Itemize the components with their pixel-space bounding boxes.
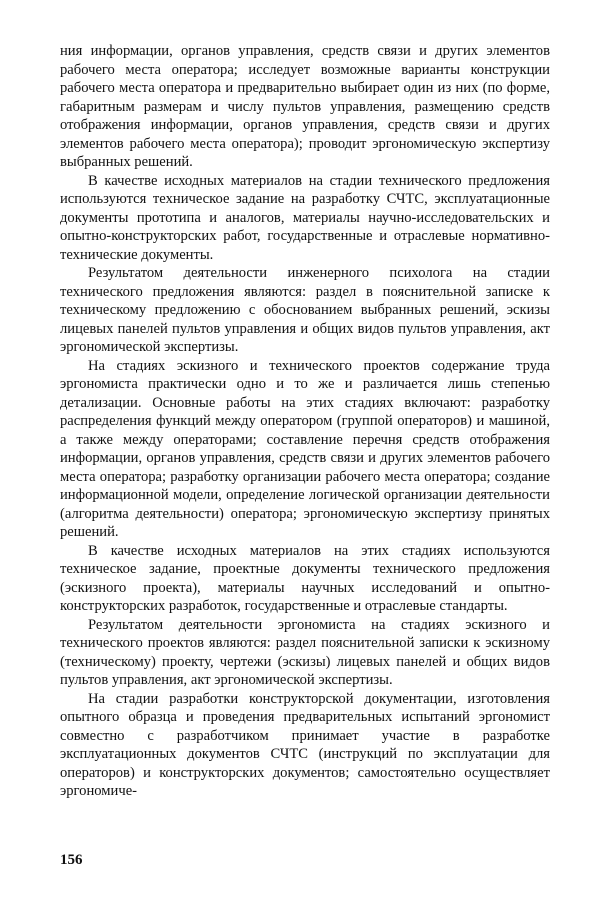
page-body [60, 42, 550, 801]
paragraph-continuation: ния информации, органов управления, средств связи и других элементов рабочего места оператора; исследует возможные варианты конструкции рабочего места оператора и предварительно выбирает один из них (по форме, габаритным размерам и числу пультов управления, размещению средств отображения информации, органов управления, средств связи и других элементов рабочего места оператора); проводит эргономическую экспертизу выбранных решений. [60, 43, 550, 170]
paragraph: Результатом деятельности эргономиста на стадиях эскизного и технического проектов являются: раздел пояснительной записки к эскизному (техническому) проекту, чертежи (эскизы) лицевых панелей и общих видов пультов управления, акт эргономической экспертизы. [60, 616, 550, 688]
paragraph: В качестве исходных материалов на этих стадиях используются техническое задание, проектные документы технического предложения (эскизного проекта), материалы научных исследований и опытно-конструкторских разработок, государственные и отраслевые стандарты. [60, 542, 550, 614]
paragraph: Результатом деятельности инженерного психолога на стадии технического предложения являются: раздел в пояснительной записке к техническому предложению с обоснованием выбранных решений, эскизы лицевых панелей пультов управления и общих видов пультов управления, акт эргономической экспертизы. [60, 265, 550, 355]
page-number: 156 [60, 852, 83, 868]
paragraph: На стадиях эскизного и технического проектов содержание труда эргономиста практически одно и то же и различается лишь степенью детализации. Основные работы на этих стадиях включают: разработку распределения функций между оператором (группой операторов) и машиной, а также между операторами; составление перечня средств отображения информации, органов управления, средств связи и других элементов рабочего места оператора; разработку организации рабочего места оператора; создание информационной модели, определение логической организации деятельности (алгоритма деятельности) оператора; эргономическую экспертизу принятых решений. [60, 357, 550, 540]
paragraph: В качестве исходных материалов на стадии технического предложения используются техническое задание на разработку СЧТС, эксплуатационные документы прототипа и аналогов, материалы научно-исследовательских и опытно-конструкторских работ, государственные и отраслевые нормативно-технические документы. [60, 172, 550, 263]
paragraph: На стадии разработки конструкторской документации, изготовления опытного образца и проведения предварительных испытаний эргономист совместно с разработчиком принимает участие в разработке эксплуатационных документов СЧТС (инструкций по эксплуатации для операторов) и конструкторских документов; самостоятельно осуществляет эргономиче- [60, 690, 550, 799]
